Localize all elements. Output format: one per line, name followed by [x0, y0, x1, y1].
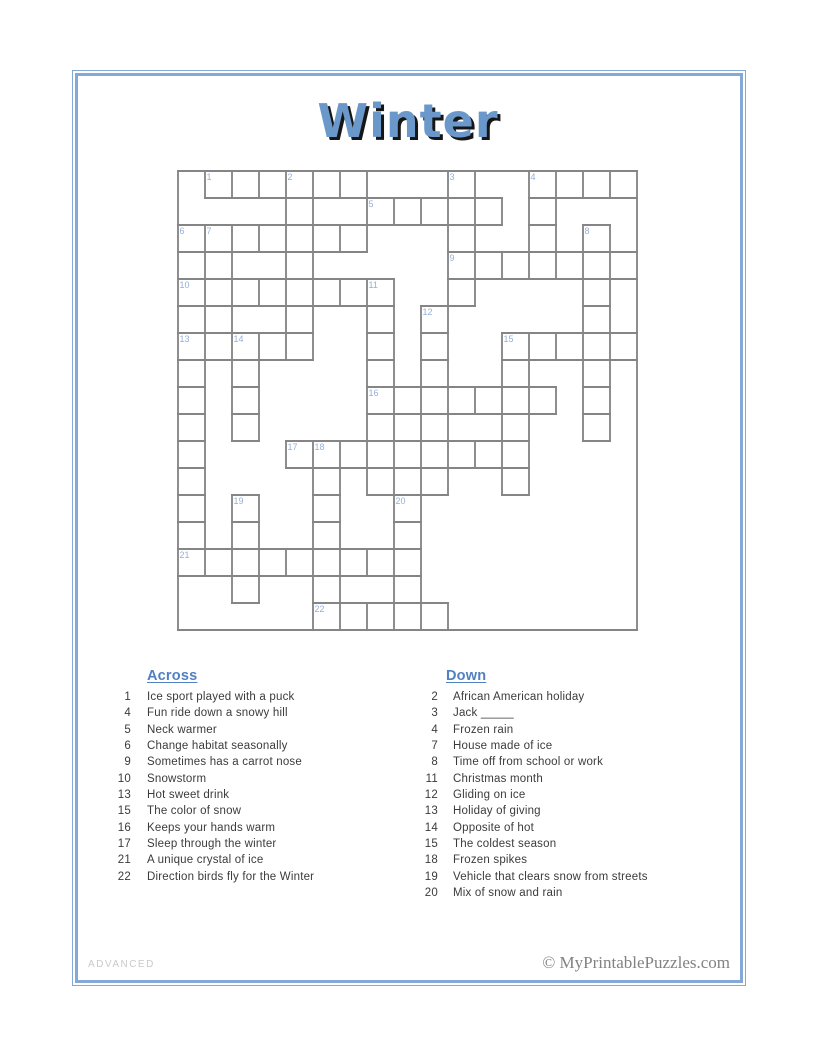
- grid-cell: [421, 198, 448, 225]
- grid-cell: [502, 441, 529, 468]
- clue-row: [405, 852, 705, 868]
- grid-cell: [556, 333, 583, 360]
- clue-text: The color of snow: [147, 805, 242, 818]
- grid-cell: [421, 468, 448, 495]
- grid-cell: [232, 387, 259, 414]
- grid-cell: [529, 252, 556, 279]
- grid-cell: [313, 576, 340, 603]
- grid-cell: [313, 468, 340, 495]
- clue-text: Frozen rain: [453, 723, 514, 736]
- clue-number: 11: [425, 772, 438, 785]
- clue-text: Gliding on ice: [453, 788, 526, 801]
- cell-number: 3: [449, 172, 455, 182]
- clue-row: [405, 705, 705, 721]
- clue-text: African American holiday: [453, 691, 585, 703]
- grid-cell: [394, 198, 421, 225]
- clue-number: 9: [124, 756, 131, 769]
- grid-cell: [529, 333, 556, 360]
- grid-cell: [232, 576, 259, 603]
- grid-cell: [205, 549, 232, 576]
- grid-cell: [583, 387, 610, 414]
- clue-number: 2: [431, 691, 438, 703]
- clue-text: The coldest season: [453, 837, 557, 850]
- clue-row: [405, 787, 705, 803]
- grid-cell: [448, 225, 475, 252]
- grid-cell: [232, 414, 259, 441]
- clue-row: [98, 836, 388, 852]
- clue-text: House made of ice: [453, 739, 553, 752]
- grid-cell: [583, 252, 610, 279]
- clue-row: [98, 722, 388, 738]
- cell-number: 2: [287, 172, 293, 182]
- clue-text: A unique crystal of ice: [147, 854, 264, 867]
- clue-text: Vehicle that clears snow from streets: [453, 870, 648, 883]
- clue-text: Jack _____: [453, 707, 514, 720]
- grid-cell: [448, 441, 475, 468]
- grid-cell: [259, 333, 286, 360]
- grid-cell: [286, 225, 313, 252]
- grid-cell: [367, 306, 394, 333]
- clue-number: 4: [431, 723, 438, 736]
- grid-cell: [286, 198, 313, 225]
- cell-number: 16: [368, 388, 379, 398]
- clue-text: Sometimes has a carrot nose: [147, 756, 302, 769]
- clue-number: 19: [424, 870, 438, 883]
- grid-cell: [286, 252, 313, 279]
- clue-number: 4: [124, 707, 131, 720]
- clue-row: [405, 689, 705, 705]
- grid-cell: [502, 414, 529, 441]
- grid-cell: [340, 279, 367, 306]
- cell-number: 17: [287, 442, 298, 452]
- clue-number: 5: [124, 723, 131, 736]
- grid-cell: [313, 225, 340, 252]
- grid-cell: [394, 522, 421, 549]
- grid-cell: [421, 333, 448, 360]
- grid-cell: [367, 549, 394, 576]
- grid-cell: [232, 360, 259, 387]
- clue-number: 16: [117, 821, 131, 834]
- crossword-grid-svg: [176, 169, 639, 632]
- grid-cell: [178, 360, 205, 387]
- grid-cell: [178, 522, 205, 549]
- cell-number: 20: [395, 496, 406, 506]
- grid-cell: [340, 549, 367, 576]
- clue-text: Keeps your hands warm: [147, 821, 276, 834]
- clue-text: Direction birds fly for the Winter: [147, 870, 315, 883]
- clue-number: 1: [124, 691, 131, 703]
- cell-number: 4: [530, 172, 536, 182]
- clue-number: 15: [424, 837, 438, 850]
- grid-cell: [502, 252, 529, 279]
- clue-number: 21: [117, 854, 131, 867]
- grid-cell: [502, 387, 529, 414]
- clue-row: [98, 787, 388, 803]
- clue-number: 10: [117, 772, 131, 785]
- grid-cell: [394, 603, 421, 630]
- grid-cell: [340, 603, 367, 630]
- cell-number: 15: [503, 334, 514, 344]
- grid-cell: [394, 549, 421, 576]
- cell-number: 7: [206, 226, 212, 236]
- cell-number: 12: [422, 307, 433, 317]
- grid-cell: [205, 333, 232, 360]
- grid-cell: [340, 225, 367, 252]
- grid-cell: [610, 252, 637, 279]
- clue-row: [405, 869, 705, 885]
- grid-cell: [367, 603, 394, 630]
- clue-number: 7: [431, 739, 438, 752]
- grid-cell: [178, 468, 205, 495]
- grid-cell: [367, 333, 394, 360]
- grid-cell: [340, 441, 367, 468]
- grid-cell: [367, 360, 394, 387]
- clue-row: [98, 820, 388, 836]
- grid-cell: [367, 414, 394, 441]
- cell-number: 13: [179, 334, 190, 344]
- grid-cell: [286, 279, 313, 306]
- clue-text: Frozen spikes: [453, 854, 528, 867]
- grid-cell: [205, 252, 232, 279]
- grid-cell: [448, 279, 475, 306]
- clue-number: 20: [424, 886, 438, 899]
- clue-number: 8: [431, 756, 438, 769]
- grid-cell: [475, 441, 502, 468]
- cell-number: 1: [206, 172, 212, 182]
- grid-cell: [583, 171, 610, 198]
- clue-row: [405, 885, 705, 901]
- grid-cell: [556, 252, 583, 279]
- grid-cell: [232, 549, 259, 576]
- cell-number: 21: [179, 550, 190, 560]
- grid-cell: [475, 387, 502, 414]
- grid-cell: [502, 360, 529, 387]
- grid-cell: [475, 252, 502, 279]
- grid-cell: [232, 279, 259, 306]
- page-title: Winter: [317, 94, 499, 148]
- cell-number: 5: [368, 199, 374, 209]
- grid-cell: [286, 306, 313, 333]
- grid-cell: [178, 441, 205, 468]
- grid-cell: [394, 441, 421, 468]
- grid-cell: [313, 279, 340, 306]
- clue-row: [98, 771, 388, 787]
- grid-cell: [313, 495, 340, 522]
- grid-cell: [178, 387, 205, 414]
- cell-number: 11: [368, 280, 378, 290]
- grid-cell: [313, 171, 340, 198]
- clue-text: Christmas month: [453, 772, 543, 785]
- grid-cell: [313, 549, 340, 576]
- clue-row: [98, 852, 388, 868]
- clue-row: [405, 771, 705, 787]
- grid-cell: [421, 414, 448, 441]
- grid-cell: [232, 522, 259, 549]
- clue-row: [405, 836, 705, 852]
- clue-number: 14: [424, 821, 438, 834]
- grid-cell: [394, 576, 421, 603]
- clue-text: Holiday of giving: [453, 805, 541, 818]
- down-heading: Down: [446, 668, 487, 684]
- grid-cell: [178, 495, 205, 522]
- grid-cell: [448, 198, 475, 225]
- grid-cell: [610, 171, 637, 198]
- clue-number: 12: [424, 788, 438, 801]
- clue-row: [98, 869, 388, 885]
- clue-text: Ice sport played with a puck: [147, 691, 295, 703]
- clue-row: [405, 803, 705, 819]
- cell-number: 6: [179, 226, 185, 236]
- grid-cell: [421, 360, 448, 387]
- grid-cell: [205, 306, 232, 333]
- grid-cell: [178, 414, 205, 441]
- grid-cell: [583, 414, 610, 441]
- cell-number: 14: [233, 334, 244, 344]
- cell-number: 8: [584, 226, 590, 236]
- clue-number: 3: [431, 707, 438, 720]
- clue-text: Hot sweet drink: [147, 788, 230, 801]
- clue-row: [405, 820, 705, 836]
- down-clues-section: [405, 668, 705, 901]
- grid-cell: [232, 171, 259, 198]
- clue-number: 6: [124, 739, 131, 752]
- across-clue-list: [98, 689, 388, 885]
- clue-text: Change habitat seasonally: [147, 739, 288, 752]
- grid-cell: [475, 198, 502, 225]
- grid-cell: [529, 225, 556, 252]
- crossword-grid: [176, 169, 639, 632]
- cell-number: 10: [179, 280, 190, 290]
- across-clues-section: [98, 668, 388, 885]
- clue-text: Fun ride down a snowy hill: [147, 707, 288, 720]
- grid-cell: [583, 306, 610, 333]
- grid-cell: [286, 333, 313, 360]
- grid-cell: [421, 441, 448, 468]
- grid-cell: [448, 387, 475, 414]
- clue-row: [98, 803, 388, 819]
- grid-cell: [421, 603, 448, 630]
- grid-cell: [232, 225, 259, 252]
- grid-cell: [259, 225, 286, 252]
- clue-row: [98, 754, 388, 770]
- down-clue-list: [405, 689, 705, 901]
- clue-row: [405, 754, 705, 770]
- clue-number: 13: [424, 805, 438, 818]
- clue-number: 22: [117, 870, 131, 883]
- grid-cell: [367, 441, 394, 468]
- clue-row: [98, 738, 388, 754]
- grid-cell: [583, 360, 610, 387]
- grid-cell: [259, 171, 286, 198]
- grid-cell: [421, 387, 448, 414]
- grid-cell: [259, 549, 286, 576]
- cell-number: 18: [314, 442, 325, 452]
- grid-cell: [583, 279, 610, 306]
- clue-row: [405, 722, 705, 738]
- grid-cell: [259, 279, 286, 306]
- clue-number: 17: [117, 837, 131, 850]
- clue-row: [405, 738, 705, 754]
- clue-text: Time off from school or work: [453, 756, 604, 769]
- clue-number: 15: [117, 805, 131, 818]
- clue-text: Sleep through the winter: [147, 837, 277, 850]
- grid-cell: [205, 279, 232, 306]
- clue-text: Mix of snow and rain: [453, 886, 563, 899]
- difficulty-label: ADVANCED: [88, 959, 155, 970]
- cell-number: 19: [233, 496, 244, 506]
- across-heading: Across: [147, 668, 198, 684]
- grid-cell: [313, 522, 340, 549]
- grid-cell: [340, 171, 367, 198]
- clue-row: [98, 705, 388, 721]
- grid-cell: [529, 387, 556, 414]
- cell-number: 9: [449, 253, 455, 263]
- copyright-label: © MyPrintablePuzzles.com: [542, 953, 730, 972]
- grid-cell: [367, 468, 394, 495]
- clue-text: Neck warmer: [147, 723, 217, 736]
- grid-cell: [583, 333, 610, 360]
- clue-number: 13: [117, 788, 131, 801]
- grid-cell: [529, 198, 556, 225]
- grid-cell: [556, 171, 583, 198]
- clue-text: Snowstorm: [147, 772, 207, 785]
- grid-cell: [502, 468, 529, 495]
- cell-number: 22: [314, 604, 325, 614]
- clue-text: Opposite of hot: [453, 821, 534, 834]
- clue-row: [98, 689, 388, 705]
- grid-cell: [286, 549, 313, 576]
- clue-number: 18: [424, 854, 438, 867]
- grid-cell: [394, 387, 421, 414]
- grid-cell: [610, 333, 637, 360]
